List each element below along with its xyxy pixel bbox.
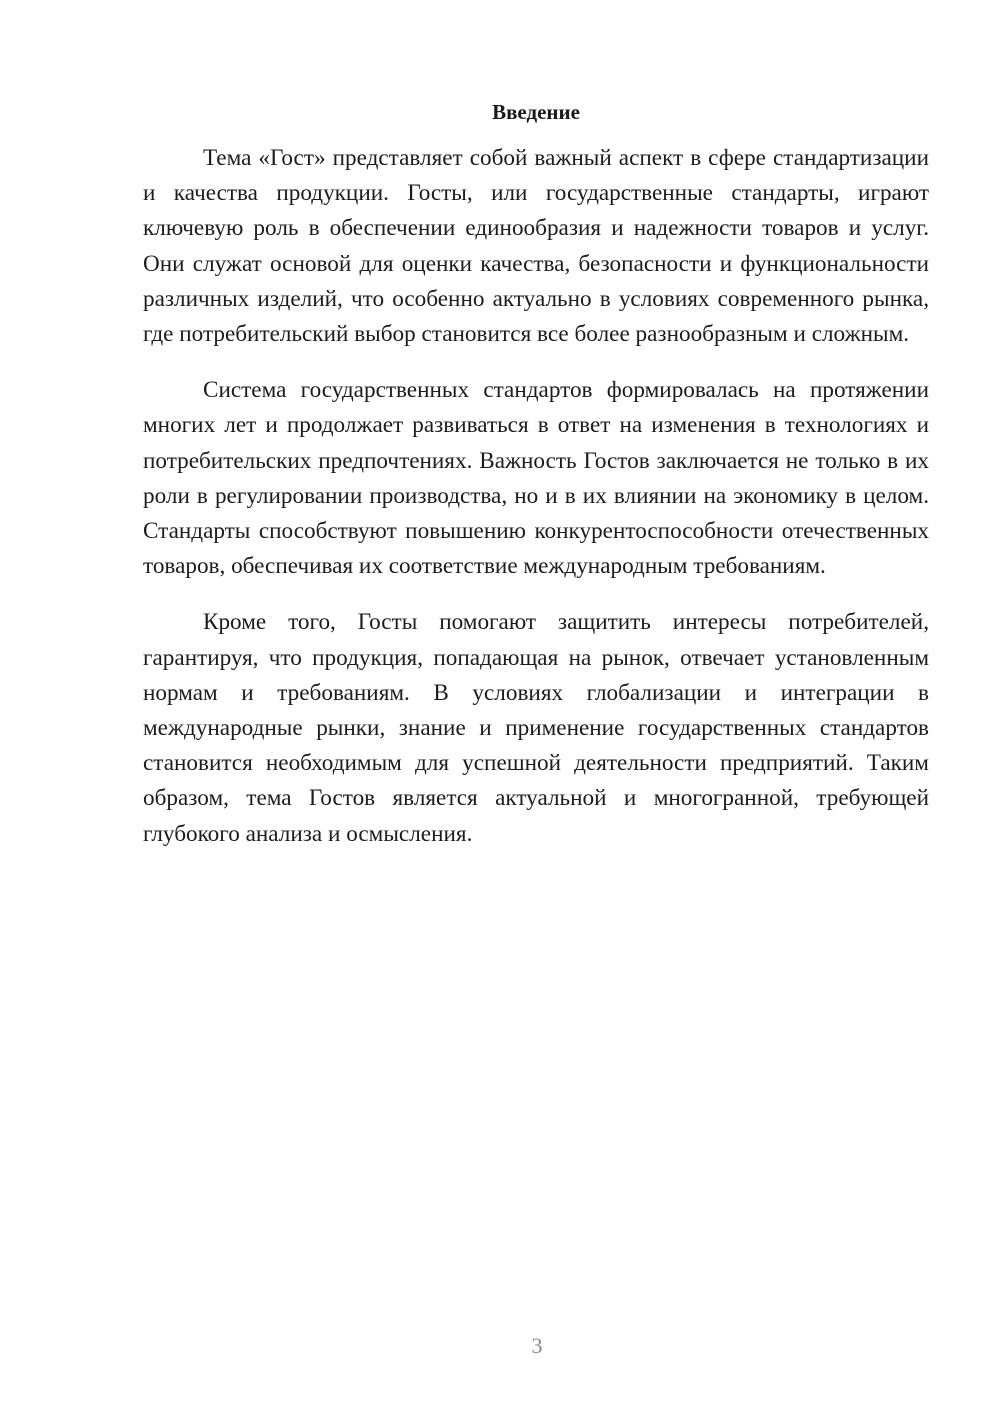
paragraph-2: Система государственных стандартов формировалась на протяжении многих лет и продолжает развиваться в ответ на изменения в технологиях и потребительских предпочтениях. Важность Гостов заключается не только в их роли в регулировании производства, но и в их влиянии на экономику в целом. Стандарты способствуют повышению конкурентоспособности отечественных товаров, обеспечивая их соответствие международным требованиям. — [143, 377, 929, 580]
page-number: 3 — [531, 1333, 543, 1358]
section-title: Введение — [492, 100, 580, 124]
paragraph-1: Тема «Гост» представляет собой важный аспект в сфере стандартизации и качества продукции. Госты, или государственные стандарты, играют ключевую роль в обеспечении единообразия и надежности товаров и услуг. Они служат основой для оценки качества, безопасности и функциональности различных изделий, что особенно актуально в условиях современного рынка, где потребительский выбор становится все более разнообразным и сложным. — [143, 145, 929, 348]
document-body — [143, 96, 929, 852]
paragraph-3: Кроме того, Госты помогают защитить интересы потребителей, гарантируя, что продукция, попадающая на рынок, отвечает установленным нормам и требованиям. В условиях глобализации и интеграции в международные рынки, знание и применение государственных стандартов становится необходимым для успешной деятельности предприятий. Таким образом, тема Гостов является актуальной и многогранной, требующей глубокого анализа и осмысления. — [143, 609, 929, 847]
